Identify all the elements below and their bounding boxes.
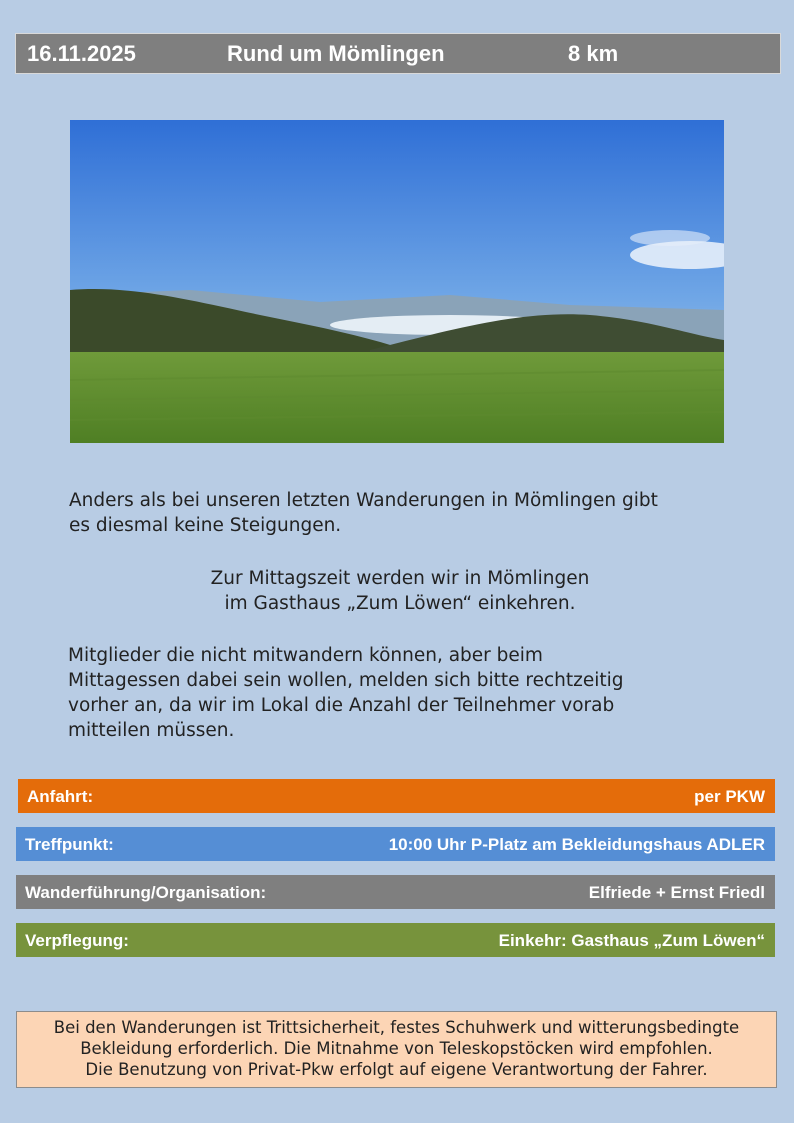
safety-notice: Bei den Wanderungen ist Trittsicherheit, festes Schuhwerk und witterungsbedingte Bekleidung erforderlich. Die Mitnahme von Teleskopstöcken wird empfohlen. Die Benutzung von Privat-Pkw erfolgt auf eigene Verantwortung der Fahrer. [16,1011,777,1088]
info-treffpunkt [16,827,775,861]
verpflegung-label: Verpflegung: [25,931,129,950]
intro-paragraph-3: Mitglieder die nicht mitwandern können, aber beim Mittagessen dabei sein wollen, melden sich bitte rechtzeitig vorher an, da wir im Lokal die Anzahl der Teilnehmer vorab mitteilen müssen. [68,645,624,741]
hike-date: 16.11.2025 [27,41,136,66]
title-banner [15,33,781,74]
info-anfahrt [18,779,775,813]
treffpunkt-label: Treffpunkt: [25,835,114,854]
intro-paragraph-1: Anders als bei unseren letzten Wanderungen in Mömlingen gibt es diesmal keine Steigungen. [69,490,658,536]
hike-distance: 8 km [568,41,619,66]
anfahrt-value: per PKW [694,787,765,806]
info-wanderfuehrung [16,875,775,909]
treffpunkt-value: 10:00 Uhr P-Platz am Bekleidungshaus ADLER [388,835,765,854]
verpflegung-value: Einkehr: Gasthaus „Zum Löwen“ [498,931,765,950]
intro-paragraph-2: Zur Mittagszeit werden wir in Mömlingen im Gasthaus „Zum Löwen“ einkehren. [210,568,590,614]
wanderfuehrung-value: Elfriede + Ernst Friedl [588,883,765,902]
hike-title: Rund um Mömlingen [227,41,445,66]
wanderfuehrung-label: Wanderführung/Organisation: [25,883,267,902]
landscape-photo [70,120,724,443]
anfahrt-label: Anfahrt: [27,787,94,806]
info-verpflegung [16,923,775,957]
